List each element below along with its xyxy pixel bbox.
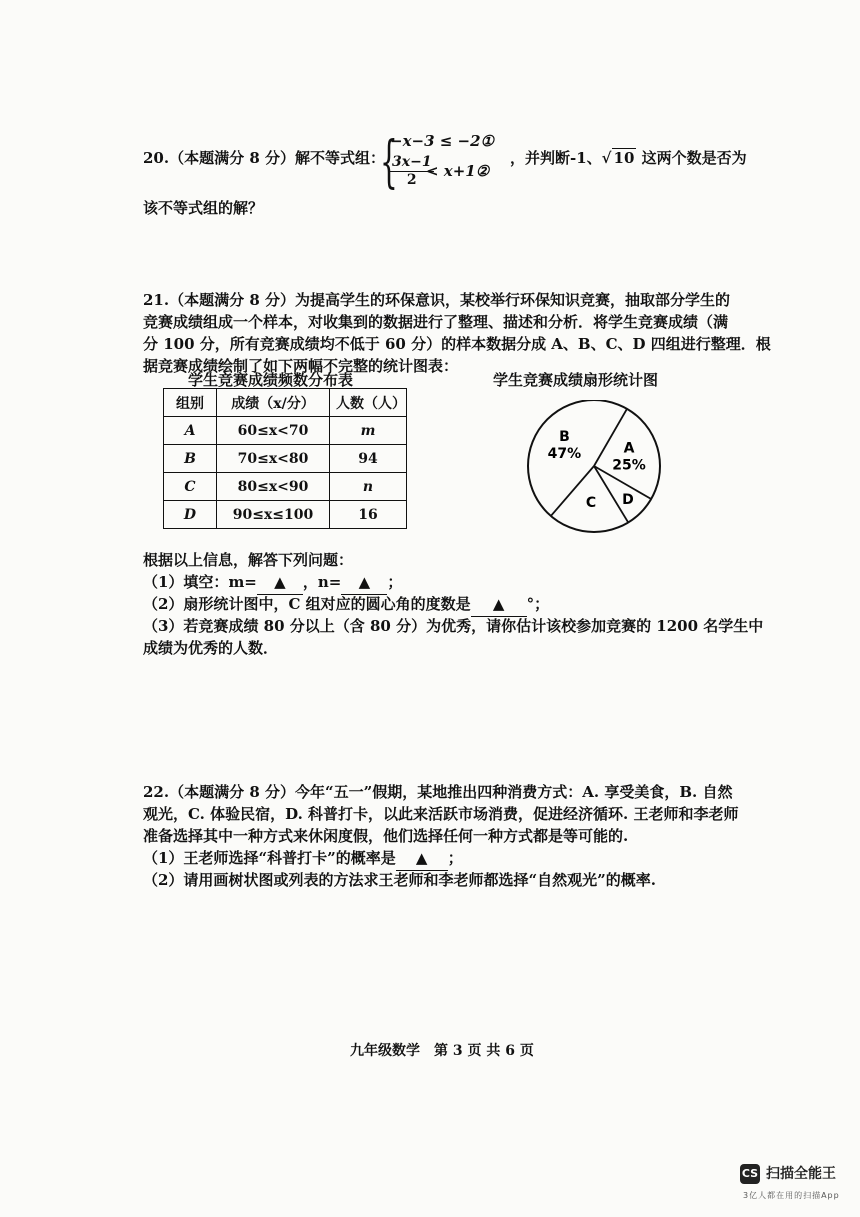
- pie-title: 学生竞赛成绩扇形统计图: [493, 371, 659, 389]
- answer-blank: ▲: [257, 570, 303, 595]
- fraction-denominator: 2: [406, 172, 417, 188]
- q20-tail: [510, 146, 747, 170]
- fraction-numerator: 3x−1: [392, 154, 432, 170]
- pie-slice-percent: 25%: [612, 457, 646, 474]
- q21-line: 21.（本题满分 8 分）为提高学生的环保意识，某校举行环保知识竞赛，抽取部分学生的: [143, 291, 730, 309]
- table-title: 学生竞赛成绩频数分布表: [188, 371, 354, 389]
- table-row: [164, 473, 407, 501]
- answer-blank: ▲: [341, 570, 387, 595]
- q22-line: 准备选择其中一种方式来休闲度假，他们选择任何一种方式都是等可能的.: [143, 827, 629, 845]
- q20-tail-post: 这两个数是否为: [641, 149, 747, 167]
- q2-end: °；: [526, 595, 550, 613]
- brand-tagline: 3亿人都在用的扫描App: [743, 1191, 840, 1200]
- q21-question: 根据以上信息，解答下列问题：: [143, 551, 354, 569]
- q22-q2: （2）请用画树状图或列表的方法求王老师和李老师都选择“自然观光”的概率.: [143, 871, 656, 889]
- pie-slice-label: D: [622, 492, 634, 509]
- camscanner-logo: CS: [740, 1164, 760, 1184]
- table-row: [164, 445, 407, 473]
- pie-slice-label: B: [559, 428, 570, 445]
- answer-blank: ▲: [471, 592, 527, 617]
- table-header-row: [164, 389, 407, 417]
- pie-chart: [520, 400, 670, 535]
- pie-slice-label: A: [623, 440, 635, 457]
- q20-tail-pre: ，并判断-1、: [510, 149, 602, 167]
- frequency-table: [163, 388, 407, 529]
- q22-q1-end: ；: [447, 849, 463, 867]
- table-cell: 70≤x<80: [217, 445, 330, 473]
- q1-label: （1）填空：m=: [143, 573, 257, 591]
- q21-line: 据竞赛成绩绘制了如下两幅不完整的统计图表：: [143, 357, 459, 375]
- table-cell: 16: [330, 501, 407, 529]
- inequality-1: −x−3 ≤ −2①: [390, 132, 494, 150]
- brand-name: 扫描全能王: [766, 1166, 836, 1182]
- inequality-2-rest: < x+1②: [426, 162, 490, 180]
- table-cell: 94: [330, 445, 407, 473]
- q22-q1-label: （1）王老师选择“科普打卡”的概率是: [143, 849, 396, 867]
- q1-label-n: ，n=: [302, 573, 342, 591]
- table-cell: n: [330, 473, 407, 501]
- table-cell: 80≤x<90: [217, 473, 330, 501]
- table-row: [164, 417, 407, 445]
- brace-icon: {: [380, 130, 398, 195]
- table-cell: B: [164, 445, 217, 473]
- pie-slice-percent: 47%: [547, 445, 582, 462]
- header-cell: 人数（人）: [330, 389, 407, 417]
- sqrt-value: 10: [613, 149, 635, 167]
- q21-q3: （3）若竞赛成绩 80 分以上（含 80 分）为优秀，请你估计该校参加竞赛的 1200 名学生中: [143, 617, 764, 635]
- header-cell: 组别: [164, 389, 217, 417]
- table-cell: m: [330, 417, 407, 445]
- q21-line: 分 100 分，所有竞赛成绩均不低于 60 分）的样本数据分成 A、B、C、D 四组进行整理．根: [143, 335, 771, 353]
- inequality-system: [380, 132, 500, 194]
- sqrt-icon: √: [601, 149, 612, 167]
- header-cell: 成绩（x/分）: [217, 389, 330, 417]
- table-row: [164, 501, 407, 529]
- pie-slice-label: C: [585, 495, 597, 512]
- table-cell: 90≤x≤100: [217, 501, 330, 529]
- q20-lead: 20.（本题满分 8 分）解不等式组：: [143, 149, 385, 167]
- q20-line2: 该不等式组的解？: [143, 199, 264, 217]
- q1-end: ；: [387, 573, 403, 591]
- answer-blank: ▲: [396, 846, 448, 871]
- table-cell: 60≤x<70: [217, 417, 330, 445]
- table-cell: A: [164, 417, 217, 445]
- q2-label: （2）扇形统计图中，C 组对应的圆心角的度数是: [143, 595, 471, 613]
- q21-line: 竞赛成绩组成一个样本，对收集到的数据进行了整理、描述和分析．将学生竞赛成绩（满: [143, 313, 729, 331]
- q21-q3-cont: 成绩为优秀的人数．: [143, 639, 279, 657]
- table-cell: D: [164, 501, 217, 529]
- q22-line: 观光，C. 体验民宿，D. 科普打卡，以此来活跃市场消费，促进经济循环. 王老师和李老师: [143, 805, 739, 823]
- table-cell: C: [164, 473, 217, 501]
- q22-line: 22.（本题满分 8 分）今年“五一”假期，某地推出四种消费方式：A. 享受美食，B. 自然: [143, 783, 733, 801]
- page-number: 九年级数学 第 3 页 共 6 页: [350, 1043, 534, 1059]
